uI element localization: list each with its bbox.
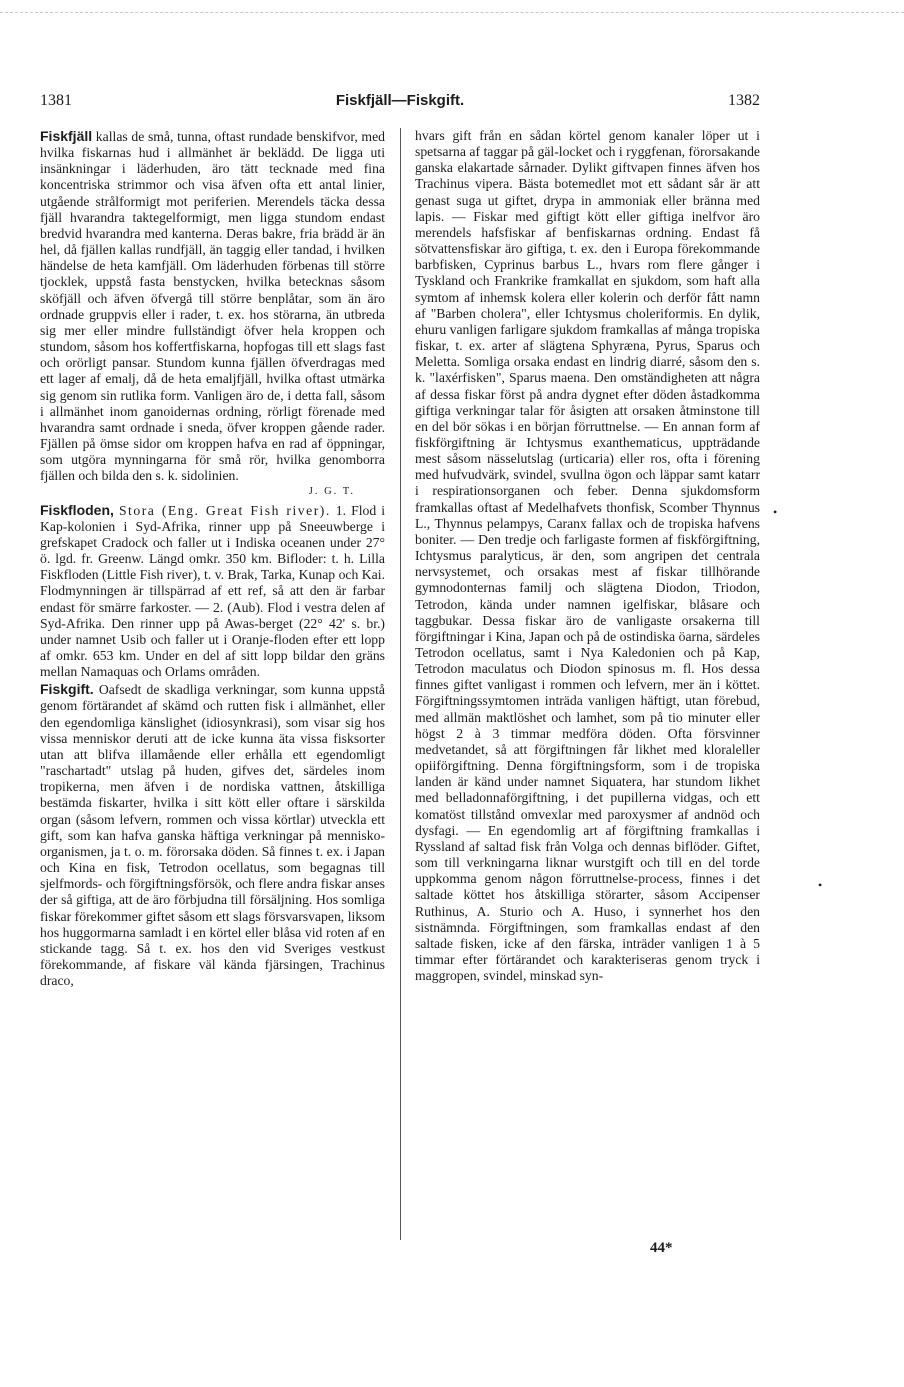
page-number-left: 1381: [40, 92, 72, 109]
headword-fiskgift: Fiskgift.: [40, 681, 94, 698]
margin-dot: •: [773, 505, 778, 519]
right-column: [415, 128, 760, 984]
margin-dot: •: [818, 878, 823, 892]
entry-fiskgift: [40, 681, 385, 989]
page-header: [40, 92, 760, 118]
entry-fiskgift-continued: [415, 128, 760, 984]
entry-text-fiskfloden: 1. Flod i Kap-kolonien i Syd-Afrika, rinner upp på Sneeuwberge i grefskapet Cradock och faller ut i Indiska oceanen under 27° ö. lgd. fr. Greenw. Längd omkr. 350 km. Bifloder: t. h. Lilla Fiskfloden (Little Fish river), t. v. Brak, Tarka, Kunap och Kai. Flodmynningen är tillspärrad af ett ref, så att den är farbar endast för smärre farkoster. — 2. (Aub). Flod i vestra delen af Syd-Afrika. Den rinner upp på Awas-berget (22° 42' s. br.) under namnet Usib och faller ut i Oranje-floden efter ett lopp af omkr. 653 km. Under en del af sitt lopp bildar den gräns mellan Namaquas och Orlams områden.: [40, 502, 386, 680]
headword-fiskfloden: Fiskfloden,: [40, 501, 114, 518]
entry-fiskfloden: [40, 502, 385, 681]
entry-text-fiskgift-right: hvars gift från en sådan körtel genom kanaler löper ut i spetsarna af taggar på gäl-locket och i ryggfenan, förorsakande ganska elakartade sårnader. Dylikt giftvapen finnes äfven hos Trachinus vipera. Bästa botemedlet mot ett sådant sår är att genast suga ut giftet, drypa in ammoniak eller bränna med lapis. — Fiskar med giftigt kött eller giftiga inelfvor äro merendels hafsfiskar af benfiskarnas ordning. Endast få sötvattensfiskar äro giftiga, t. ex. den i Europa förekommande barbfisken, Cyprinus barbus L., hvars rom flere gånger i Tyskland och Frankrike framkallat en sjukdom, som haft alla symtom af inhemsk kolera eller kolerin och derför fått namn af "Barben cholera", eller Ichtysmus choleriformis. En dylik, ehuru vanligen farligare sjukdom framkallas af många tropiska fiskar, t. ex. arter af slägtena Sphyræna, Pyrus, Sparus och Meletta. Somliga orsaka endast en lindrig diarré, såsom den s. k. "laxérfisken", Sparus maena. Den omständigheten att några af dessa fiskar först på andra dygnet efter döden åstadkomma giftiga verkningar talar för åsigten att orsaken åtminstone till en del bör sökas i en början förruttnelse. — En annan form af fiskförgiftning är Ichtysmus exanthematicus, uppträdande mest såsom nässelutslag (urticaria) eller ros, ofta i förening med hufvudvärk, svindel, svullna ögon och läppar samt katarr i respirationsorganen och feber. Denna sjukdomsform framkallas oftast af Medelhafvets thonfisk, Scomber Thynnus L., Thynnus pelampys, Caranx fallax och de tropiska hafvens boniter. — Den tredje och farligaste formen af fiskförgiftning, Ichtysmus paralyticus, är den, som angripen det centrala nervsystemet, och orsakas mest af fiskar tillhörande gymnodonternas familj och slägtena Diodon, Triodon, Tetrodon, kända under namnen igelfiskar, blåsare och taggbukar. Dessa fiskar äro de vanligaste orsakerna till förgiftningar i Kina, Japan och på de ostindiska öarna, särdeles Tetrodon ocellatus, samt i Nya Kaledonien och på Kap, Tetrodon maculatus och Diodon spinosus m. fl. Hos dessa finnes giftet vanligast i rommen och lefvern, mer än i köttet. Förgiftningssymtomen inträda vanligen häftigt, utan förebud, med allmän maktlöshet och lamhet, som på tio minuter eller högst 2 à 3 timmar medföra döden. Ofta försvinner medvetandet, så att förgiftningen får likhet med kloraleller opiiförgiftning. Denna förgiftningsform, som i de tropiska landen är känd under namnet Siquatera, har stundom likhet med belladonnaförgiftning, i det pupillerna vidgas, och ett komatöst tillstånd omvexlar med paroxysmer af andnöd och dysfagi. — En egendomlig art af förgiftning framkallas i Ryssland af saltad fisk från Volga och dennas biflöder. Giftet, som till verkningarna liknar wurstgift och till en del torde uppkomma genom någon förruttnelse-process, finnes i det saltade köttet hos åtskilliga störarter, såsom Accipenser Ruthinus, A. Sturio och A. Huso, i synnerhet hos den sistnämnda. Förgiftningen, som framkallas endast af den saltade fisken, icke af den färska, inträder vanligen 1 à 5 timmar efter förtärandet och karakteriseras genom tryck i maggropen, svindel, minskad syn-: [415, 128, 760, 984]
entry-text-fiskgift-left: Oafsedt de skadliga verkningar, som kunna uppstå genom förtärandet af skämd och rutten fisk i allmänhet, eller den egendomliga känslighet (idiosynkrasi), som visar sig hos vissa menniskor deruti att de icke kunna äta vissa fisksorter utan att blifva illamående eller erhålla ett egendomligt "raschartadt" utslag på huden, gifves det, särdeles inom tropikerna, men äfven i de nordiska vattnen, åtskilliga bestämda fiskarter, hvilka i sitt kött eller oftare i särskilda organ (såsom lefvern, rommen och vissa körtlar) utveckla ett gift, som kan hafva ganska häftiga verkningar på mennisko-organismen, ja t. o. m. förorsaka döden. Så finnes t. ex. i Japan och Kina en fisk, Tetrodon ocellatus, som begagnas till sjelfmords- och förgiftningsförsök, och flere andra fiskar anses der så giftiga, att de äro förbjudna till försäljning. Hos somliga fiskar förekommer giftet såsom ett slags försvarsvapen, liksom hos huggormarna samladt i en körtel eller blåsa vid roten af en stickande tagg. Så t. ex. hos den vid Sveriges vestkust förekommande, af fiskare väl kända fjärsingen, Trachinus draco,: [40, 682, 386, 989]
column-divider: [400, 128, 401, 1240]
running-title: Fiskfjäll—Fiskgift.: [335, 92, 465, 109]
sheet-signature-mark: 44*: [650, 1240, 673, 1256]
scan-top-edge: [0, 12, 904, 13]
entry-lead-fiskfloden: Stora (Eng. Great Fish river).: [118, 502, 331, 518]
entry-fiskfjall: [40, 128, 385, 501]
headword-fiskfjall: Fiskfjäll: [40, 128, 93, 144]
author-signature: J. G. T.: [308, 486, 355, 498]
left-column: [40, 128, 385, 989]
page-number-right: 1382: [728, 92, 760, 109]
entry-text-fiskfjall: kallas de små, tunna, oftast rundade benskifvor, med hvilka fiskarnas hud i allmänhet är beklädd. De ligga uti insänkningar i läderhuden, äro tätt tecknade med fina koncentriska strimmor och visa äfven ofta ett antal linier, utgående strålformigt mot periferien. Merendels täcka dessa fjäll hvarandra taktegelformigt, men ligga stundom endast bredvid hvarandra med kanterna. Deras bakre, fria brädd är än hel, då fjällen kallas rundfjäll, än taggig eller tandad, i hvilken händelse de heta kamfjäll. Om läderhuden förbenas till större tjocklek, uppstå fasta benstycken, hvilka betecknas såsom sköfjäll och äfven öfvergå till större benplåtar, som än äro ordnade gruppvis eller i rader, t. ex. hos störarna, än utbreda sig mer eller mindre fullständigt öfver hela kroppen och stundom, såsom hos koffertfiskarna, hopfogas till ett slags fast och orörligt pansar. Stundom kunna fjällen öfverdragas med ett lager af emalj, då de heta emaljfjäll, hvilka oftast utmärka sig genom sin rutlika form. Vanligen äro de, i detta fall, såsom i allmänhet inom ganoidernas ordning, rörligt förenade med hvarandra samt ordnade i sneda, öfver kroppen gående rader. Fjällen på ömse sidor om kroppen hafva en rad af öppningar, som utgöra mynningarna för små rör, hvilka genomborra fjällen och bilda den s. k. sidolinien.: [40, 129, 385, 484]
